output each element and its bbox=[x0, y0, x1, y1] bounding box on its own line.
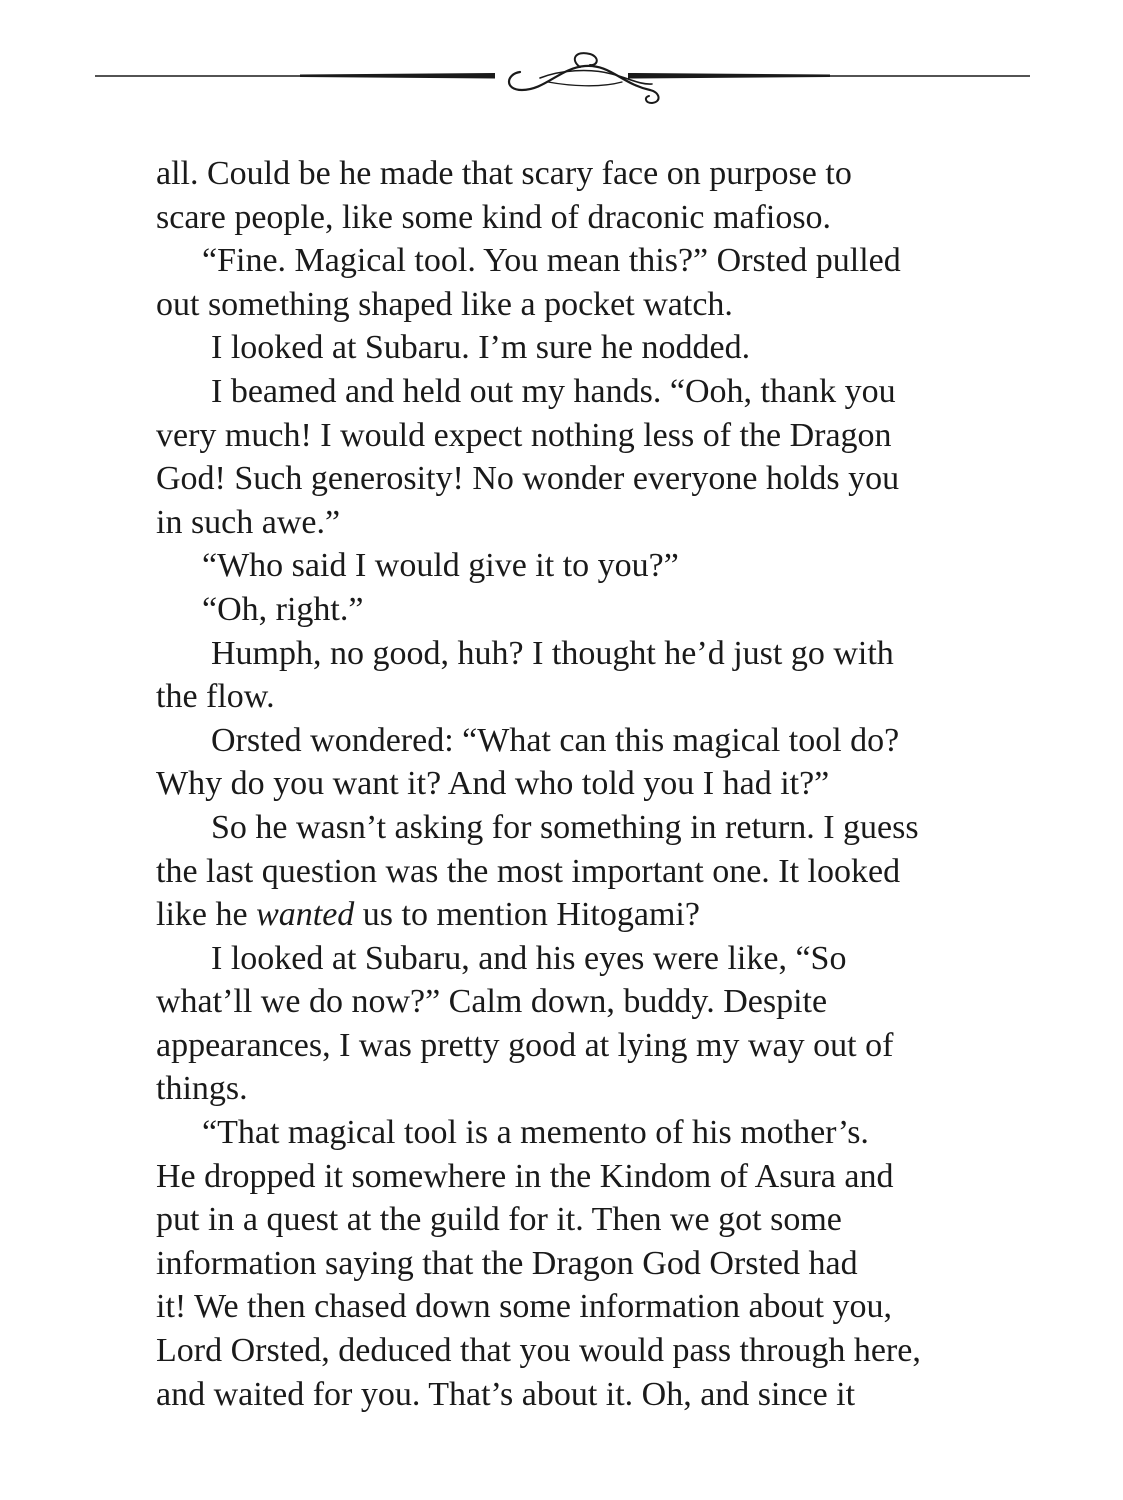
text-line: very much! I would expect nothing less of the Dragon bbox=[156, 416, 892, 454]
text-line: all. Could be he made that scary face on purpose to bbox=[156, 155, 852, 192]
flourish-divider-icon bbox=[0, 40, 1123, 110]
text-line: Why do you want it? And who told you I had it?” bbox=[156, 765, 830, 803]
text-segment: like he bbox=[156, 896, 257, 934]
text-line: Orsted wondered: “What can this magical tool do? bbox=[211, 721, 900, 759]
text-line: the flow. bbox=[156, 678, 275, 716]
text-line: scare people, like some kind of draconic mafioso. bbox=[156, 198, 832, 236]
text-segment: us to mention Hitogami? bbox=[354, 896, 700, 934]
text-line: “Fine. Magical tool. You mean this?” Orsted pulled bbox=[202, 242, 901, 280]
text-line bbox=[156, 893, 1006, 937]
text-line: it! We then chased down some information about you, bbox=[156, 1288, 892, 1326]
header-ornament bbox=[0, 40, 1123, 110]
text-line: God! Such generosity! No wonder everyone holds you bbox=[156, 460, 900, 498]
text-line: Lord Orsted, deduced that you would pass through here, bbox=[156, 1332, 921, 1370]
text-line: “That magical tool is a memento of his mother’s. bbox=[202, 1114, 869, 1152]
text-line: the last question was the most important one. It looked bbox=[156, 852, 901, 890]
text-line: and waited for you. That’s about it. Oh, and since it bbox=[156, 1375, 856, 1413]
text-line: Humph, no good, huh? I thought he’d just go with bbox=[211, 634, 894, 672]
text-line: out something shaped like a pocket watch. bbox=[156, 285, 733, 323]
text-line: “Who said I would give it to you?” bbox=[202, 547, 679, 585]
text-line: things. bbox=[156, 1070, 248, 1108]
body-text bbox=[156, 152, 1006, 1416]
text-line: I looked at Subaru. I’m sure he nodded. bbox=[211, 329, 751, 367]
text-line: information saying that the Dragon God Orsted had bbox=[156, 1244, 858, 1282]
text-line: He dropped it somewhere in the Kindom of Asura and bbox=[156, 1157, 894, 1195]
text-line: in such awe.” bbox=[156, 503, 341, 541]
text-line: I beamed and held out my hands. “Ooh, thank you bbox=[211, 372, 896, 410]
text-line: So he wasn’t asking for something in return. I guess bbox=[211, 808, 919, 846]
text-line: I looked at Subaru, and his eyes were like, “So bbox=[211, 939, 847, 977]
emphasis-text: wanted bbox=[256, 896, 355, 934]
text-line: what’ll we do now?” Calm down, buddy. Despite bbox=[156, 983, 828, 1021]
text-line: “Oh, right.” bbox=[202, 590, 364, 628]
text-line: put in a quest at the guild for it. Then we got some bbox=[156, 1201, 842, 1239]
text-line: appearances, I was pretty good at lying my way out of bbox=[156, 1026, 894, 1064]
